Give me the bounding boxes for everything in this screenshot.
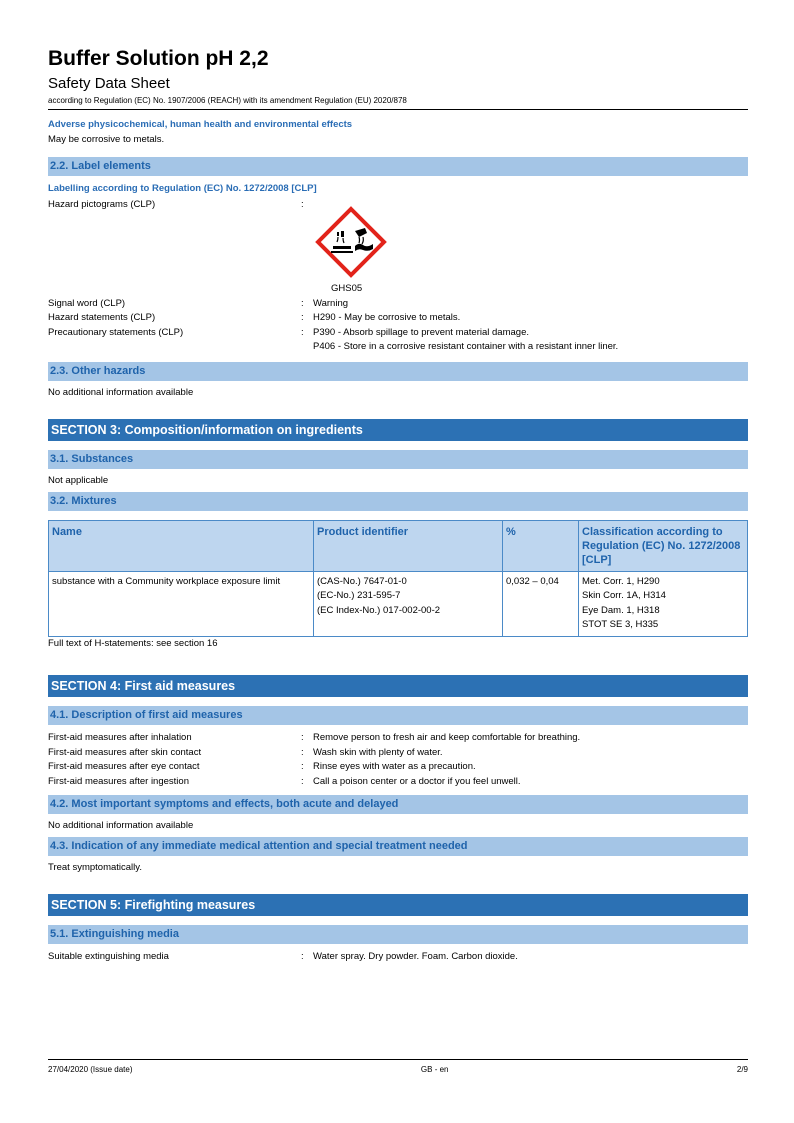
other-hazards-text: No additional information available <box>48 386 194 398</box>
precautionary-statement: P390 - Absorb spillage to prevent material damage. <box>313 326 529 338</box>
pictograms-row <box>48 198 748 213</box>
medical-attention-bar: 4.3. Indication of any immediate medical attention and special treatment needed <box>48 837 748 856</box>
col-header-percent: % <box>503 520 579 571</box>
first-aid-rows <box>48 731 748 789</box>
section4-bar: SECTION 4: First aid measures <box>48 675 748 697</box>
symptoms-text: No additional information available <box>48 820 194 831</box>
colon: : <box>301 326 304 338</box>
first-aid-label: First-aid measures after ingestion <box>48 775 189 787</box>
classification-line: STOT SE 3, H335 <box>582 619 659 630</box>
first-aid-value: Call a poison center or a doctor if you feel unwell. <box>313 775 521 787</box>
first-aid-label: First-aid measures after skin contact <box>48 746 202 758</box>
document-title: Buffer Solution pH 2,2 <box>48 47 269 70</box>
table-row <box>49 571 748 636</box>
colon: : <box>301 746 304 758</box>
identifier-line: (EC Index-No.) 017-002-00-2 <box>317 604 441 616</box>
signal-word-value: Warning <box>313 297 349 309</box>
first-aid-value: Rinse eyes with water as a precaution. <box>313 761 476 772</box>
identifier-line: (EC-No.) 231-595-7 <box>317 590 401 601</box>
signal-word-label: Signal word (CLP) <box>48 297 126 309</box>
classification-line: Met. Corr. 1, H290 <box>582 575 660 587</box>
h-statements-footnote: Full text of H-statements: see section 16 <box>48 637 218 649</box>
substances-text: Not applicable <box>48 475 109 486</box>
first-aid-value: Wash skin with plenty of water. <box>313 746 443 758</box>
classification-line: Skin Corr. 1A, H314 <box>582 590 666 601</box>
identifier-line: (CAS-No.) 7647-01-0 <box>317 575 407 587</box>
section5-bar: SECTION 5: Firefighting measures <box>48 894 748 916</box>
colon: : <box>301 775 304 787</box>
language-code: GB - en <box>420 1065 449 1074</box>
header-divider <box>48 109 748 110</box>
colon: : <box>301 732 304 743</box>
substances-bar: 3.1. Substances <box>48 450 748 469</box>
col-header-name: Name <box>49 520 314 571</box>
document-subtitle: Safety Data Sheet <box>48 75 170 92</box>
col-header-classification: Classification according to Regulation (EC) No. 1272/2008 [CLP] <box>579 520 748 571</box>
extinguishing-media-value: Water spray. Dry powder. Foam. Carbon dioxide. <box>313 951 518 962</box>
colon: : <box>301 198 304 210</box>
label-elements-bar: 2.2. Label elements <box>48 157 748 176</box>
precautionary-statements-label: Precautionary statements (CLP) <box>48 326 184 338</box>
extinguishing-media-row <box>48 950 748 965</box>
sds-page <box>48 46 748 965</box>
precautionary-statements-row <box>48 326 748 355</box>
col-header-identifier: Product identifier <box>314 520 503 571</box>
pictogram-area <box>313 212 393 282</box>
precautionary-statement: P406 - Store in a corrosive resistant container with a resistant inner liner. <box>313 341 619 352</box>
first-aid-row <box>48 775 748 790</box>
first-aid-label: First-aid measures after eye contact <box>48 761 200 772</box>
first-aid-value: Remove person to fresh air and keep comfortable for breathing. <box>313 732 581 743</box>
first-aid-row <box>48 760 748 775</box>
cell-percent: 0,032 – 0,04 <box>503 571 579 636</box>
table-header-row <box>49 520 748 571</box>
first-aid-row <box>48 746 748 761</box>
first-aid-label: First-aid measures after inhalation <box>48 732 192 743</box>
section3-bar: SECTION 3: Composition/information on ingredients <box>48 419 748 441</box>
colon: : <box>301 297 304 309</box>
colon: : <box>301 312 304 323</box>
cell-identifiers <box>314 571 503 636</box>
signal-word-row <box>48 297 748 312</box>
first-aid-row <box>48 731 748 746</box>
pictogram-code: GHS05 <box>331 283 363 294</box>
page-footer <box>48 1059 748 1074</box>
hazard-statement-value: H290 - May be corrosive to metals. <box>313 312 461 323</box>
extinguishing-media-label: Suitable extinguishing media <box>48 951 169 962</box>
symptoms-bar: 4.2. Most important symptoms and effects, both acute and delayed <box>48 795 748 814</box>
mixtures-bar: 3.2. Mixtures <box>48 492 748 511</box>
mixtures-table <box>48 520 748 637</box>
first-aid-description-bar: 4.1. Description of first aid measures <box>48 706 748 725</box>
page-number: 2/9 <box>736 1065 748 1074</box>
label-rows <box>48 297 748 355</box>
classification-line: Eye Dam. 1, H318 <box>582 604 660 616</box>
hazard-statements-row <box>48 311 748 326</box>
medical-attention-text: Treat symptomatically. <box>48 861 142 873</box>
hazard-statements-label: Hazard statements (CLP) <box>48 312 156 323</box>
extinguishing-media-bar: 5.1. Extinguishing media <box>48 925 748 944</box>
labelling-heading: Labelling according to Regulation (EC) No. 1272/2008 [CLP] <box>48 182 317 194</box>
cell-name: substance with a Community workplace exposure limit <box>49 571 314 636</box>
adverse-effects-text: May be corrosive to metals. <box>48 134 165 145</box>
corrosion-pictogram-icon <box>315 206 387 278</box>
other-hazards-bar: 2.3. Other hazards <box>48 362 748 381</box>
colon: : <box>301 951 304 962</box>
issue-date: 27/04/2020 (Issue date) <box>48 1065 133 1074</box>
colon: : <box>301 761 304 772</box>
precautionary-values <box>313 326 748 355</box>
regulation-line: according to Regulation (EC) No. 1907/2006 (REACH) with its amendment Regulation (EU) 2020/878 <box>48 96 407 105</box>
adverse-effects-heading: Adverse physicochemical, human health and environmental effects <box>48 119 353 130</box>
cell-classification <box>579 571 748 636</box>
pictograms-label: Hazard pictograms (CLP) <box>48 198 156 210</box>
